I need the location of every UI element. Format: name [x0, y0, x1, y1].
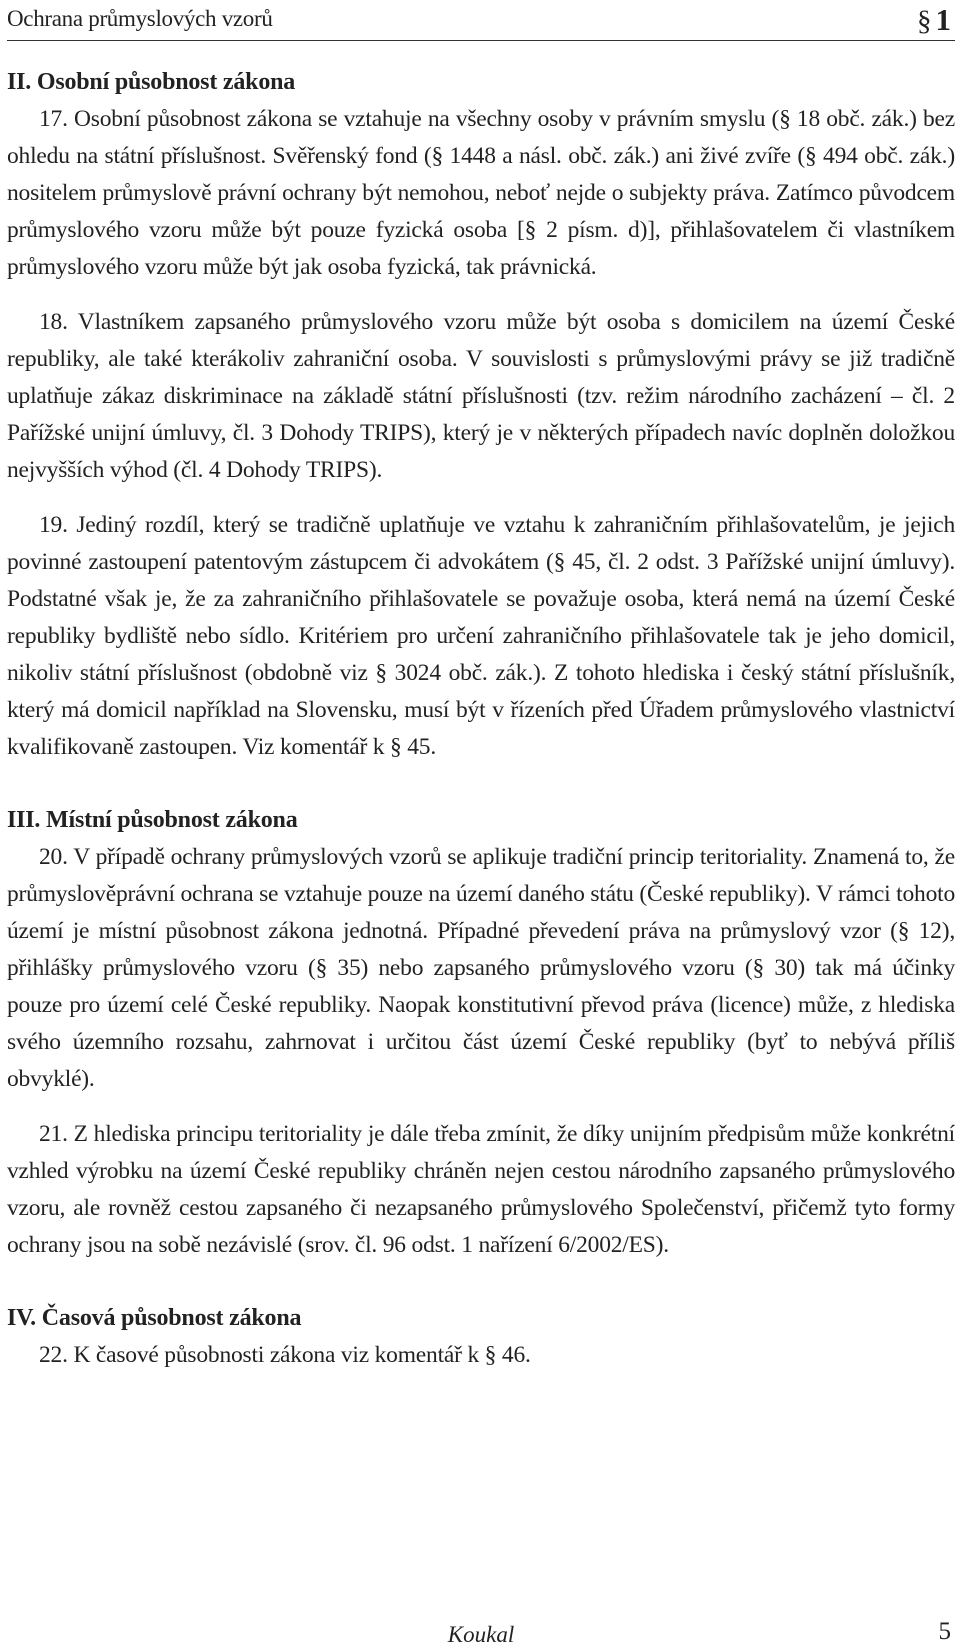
section-heading-personal-scope: II. Osobní působnost zákona	[7, 69, 296, 95]
paragraph-19: 19. Jediný rozdíl, který se tradičně uplatňuje ve vztahu k zahraničním přihlašovatelům, je jejich povinné zastoupení patentovým zástupcem či advokátem (§ 45, čl. 2 odst. 3 Pařížské unijní úmluvy). Podstatné však je, že za zahraničního přihlašovatele se považuje osoba, která nemá na území České republiky bydliště nebo sídlo. Kritériem pro určení zahraničního přihlašovatele tak je jeho domicil, nikoliv státní příslušnost (obdobně viz § 3024 obč. zák.). Z tohoto hlediska i český státní příslušník, který má domicil například na Slovensku, musí být v řízeních před Úřadem průmyslového vlastnictví kvalifikovaně zastoupen. Viz komentář k § 45.	[7, 512, 955, 760]
section-number: 1	[935, 2, 951, 37]
page	[7, 0, 955, 1652]
body-text	[7, 64, 955, 1374]
footer-author: Koukal	[447, 1622, 515, 1647]
running-header	[7, 4, 955, 41]
paragraph-18: 18. Vlastníkem zapsaného průmyslového vzoru může být osoba s domicilem na území České republiky, ale také kterákoliv zahraniční osoba. V souvislosti s průmyslovými právy se již tradičně uplatňuje zákaz diskriminace na základě státní příslušnosti (tzv. režim národního zacházení – čl. 2 Pařížské unijní úmluvy, čl. 3 Dohody TRIPS), který je v některých případech navíc doplněn doložkou nejvyšších výhod (čl. 4 Dohody TRIPS).	[7, 309, 955, 483]
paragraph-20: 20. V případě ochrany průmyslových vzorů se aplikuje tradiční princip teritoriality. Znamená to, že průmyslověprávní ochrana se vztahuje pouze na území daného státu (České republiky). V rámci tohoto území je místní působnost zákona jednotná. Případné převedení práva na průmyslový vzor (§ 12), přihlášky průmyslového vzoru (§ 35) nebo zapsaného průmyslového vzoru (§ 30) tak má účinky pouze pro území celé České republiky. Naopak konstitutivní převod práva (licence) může, z hlediska svého územního rozsahu, zahrnovat i určitou část území České republiky (byť to nebývá příliš obvyklé).	[7, 844, 955, 1092]
section-symbol: §	[917, 5, 932, 37]
page-number: 5	[938, 1618, 951, 1645]
paragraph-22: 22. K časové působnosti zákona viz komentář k § 46.	[39, 1342, 531, 1368]
section-heading-territorial-scope: III. Místní působnost zákona	[7, 807, 298, 833]
section-badge	[917, 2, 951, 38]
paragraph-21: 21. Z hlediska principu teritoriality je dále třeba zmínit, že díky unijním předpisům může konkrétní vzhled výrobku na území České republiky chráněn nejen cestou národního zapsaného průmyslového vzoru, ale rovněž cestou zapsaného či nezapsaného průmyslového Společenství, přičemž tyto formy ochrany jsou na sobě nezávislé (srov. čl. 96 odst. 1 nařízení 6/2002/ES).	[7, 1121, 955, 1258]
running-title: Ochrana průmyslových vzorů	[7, 6, 273, 31]
section-heading-temporal-scope: IV. Časová působnost zákona	[7, 1305, 302, 1331]
paragraph-17: 17. Osobní působnost zákona se vztahuje na všechny osoby v právním smyslu (§ 18 obč. zák.) bez ohledu na státní příslušnost. Svěřenský fond (§ 1448 a násl. obč. zák.) ani živé zvíře (§ 494 obč. zák.) nositelem průmyslově právní ochrany být nemohou, neboť nejde o subjekty práva. Zatímco původcem průmyslového vzoru může být pouze fyzická osoba [§ 2 písm. d)], přihlašovatelem či vlastníkem průmyslového vzoru může být jak osoba fyzická, tak právnická.	[7, 106, 955, 280]
